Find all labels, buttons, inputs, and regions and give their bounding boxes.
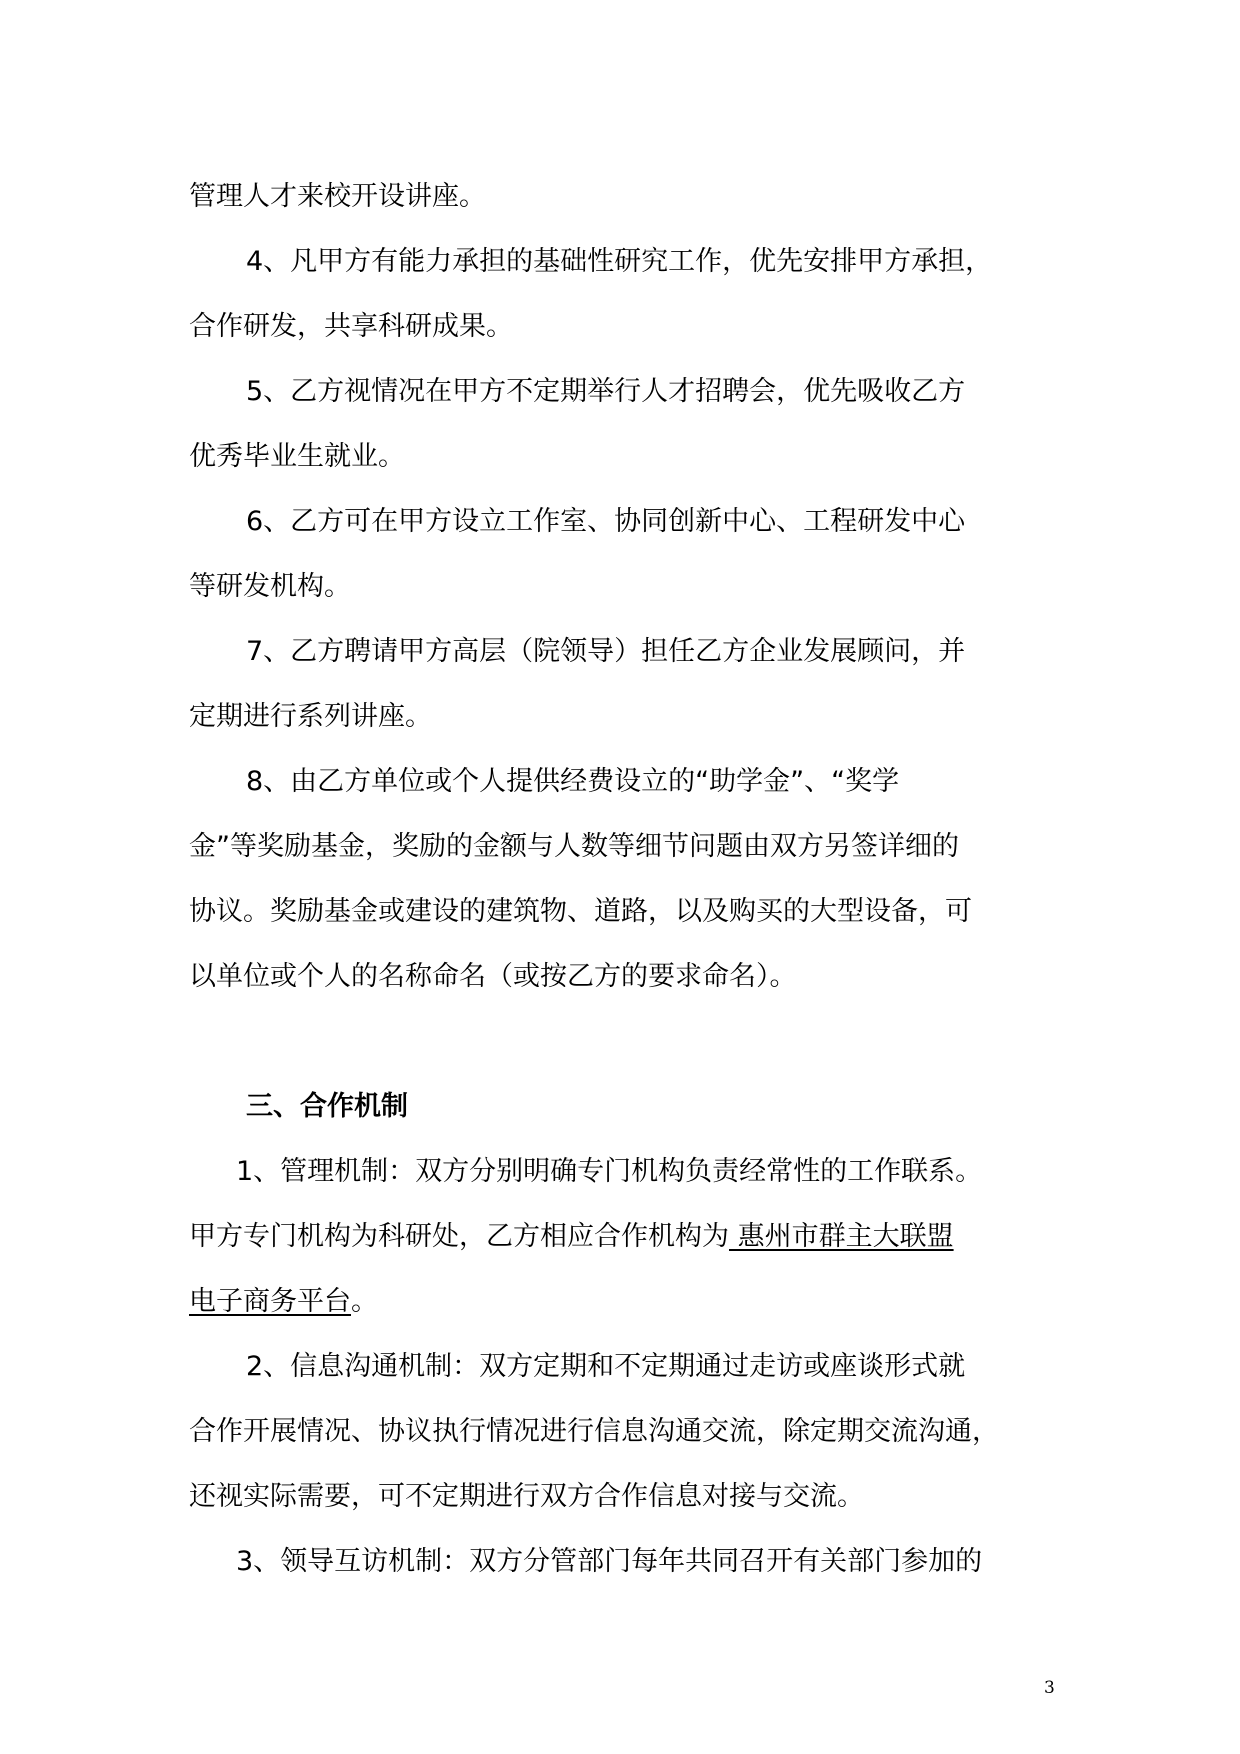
paragraph-line: 金”等奖励基金，奖励的金额与人数等细节问题由双方另签详细的 [189,831,959,862]
paragraph-line: 管理人才来校开设讲座。 [189,181,486,212]
paragraph-line [189,1282,378,1322]
paragraph-line: 优秀毕业生就业。 [189,441,405,472]
sentence-end: 。 [351,1286,378,1317]
paragraph-line: 协议。奖励基金或建设的建筑物、道路，以及购买的大型设备，可 [189,896,972,927]
paragraph-text: 甲方专门机构为科研处，乙方相应合作机构为 [189,1221,729,1252]
section-heading: 三、合作机制 [246,1091,408,1122]
partner-name-underlined: 电子商务平台 [189,1286,351,1317]
paragraph-line: 等研发机构。 [189,571,351,602]
paragraph-line: 2、信息沟通机制：双方定期和不定期通过走访或座谈形式就 [246,1351,966,1382]
paragraph-line: 合作开展情况、协议执行情况进行信息沟通交流，除定期交流沟通， [189,1416,999,1447]
paragraph-line: 1、管理机制：双方分别明确专门机构负责经常性的工作联系。 [236,1156,983,1187]
paragraph-line: 6、乙方可在甲方设立工作室、协同创新中心、工程研发中心 [246,506,966,537]
paragraph-line: 以单位或个人的名称命名（或按乙方的要求命名）。 [189,961,797,992]
page-number: 3 [1044,1678,1055,1698]
paragraph-line: 3、领导互访机制：双方分管部门每年共同召开有关部门参加的 [236,1546,983,1577]
paragraph-line: 7、乙方聘请甲方高层（院领导）担任乙方企业发展顾问，并 [246,636,966,667]
paragraph-line [189,1217,954,1257]
paragraph-line: 定期进行系列讲座。 [189,701,432,732]
paragraph-line: 5、乙方视情况在甲方不定期举行人才招聘会，优先吸收乙方 [246,376,966,407]
paragraph-line: 4、凡甲方有能力承担的基础性研究工作，优先安排甲方承担， [246,246,993,277]
paragraph-line: 还视实际需要，可不定期进行双方合作信息对接与交流。 [189,1481,864,1512]
paragraph-line: 8、由乙方单位或个人提供经费设立的“助学金”、“奖学 [246,766,900,797]
partner-name-underlined: 惠州市群主大联盟 [729,1221,954,1252]
paragraph-line: 合作研发，共享科研成果。 [189,311,513,342]
